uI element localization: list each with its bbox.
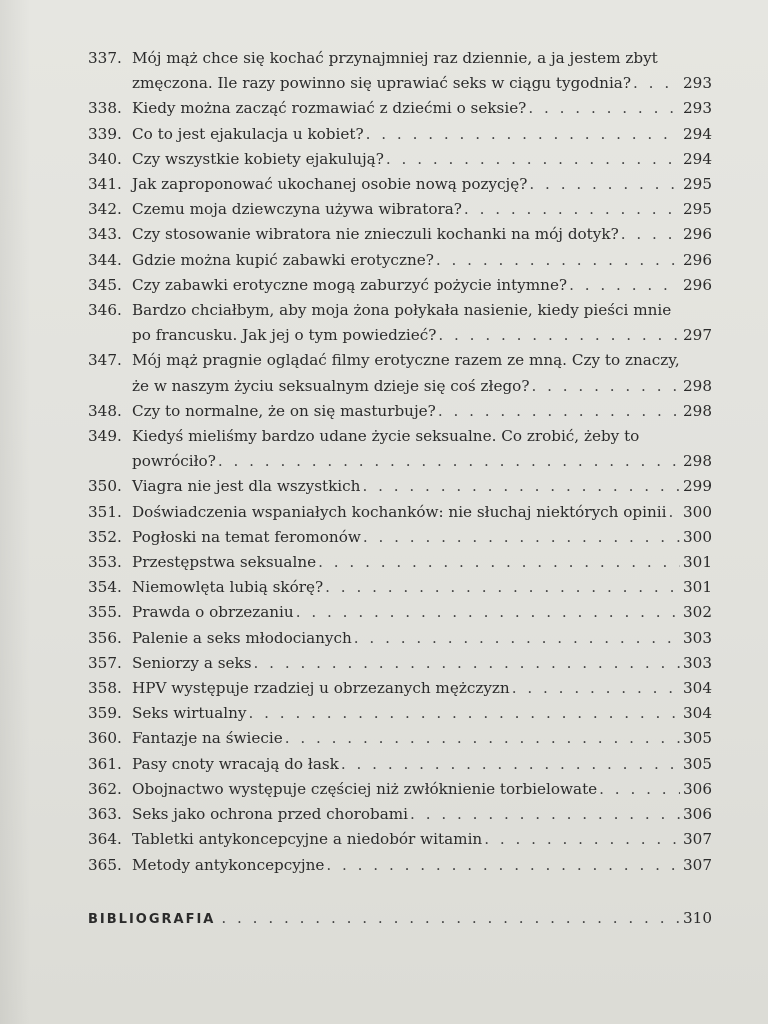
entry-last-line	[132, 96, 712, 121]
entry-title: Jak zaproponować ukochanej osobie nową pozycję?	[132, 175, 528, 194]
entry-number: 350.	[88, 477, 122, 496]
entry-title: Palenie a seks młodocianych	[132, 628, 352, 647]
entry-page-number: 306	[683, 805, 712, 824]
entry-body	[132, 248, 712, 273]
entry-body	[132, 197, 712, 222]
entry-page-number: 300	[683, 527, 712, 546]
entry-title: Prawda o obrzezaniu	[132, 603, 294, 622]
toc-entry	[88, 273, 712, 298]
entry-number: 343.	[88, 225, 122, 244]
entry-last-line	[132, 651, 712, 676]
bibliography-entry	[88, 906, 712, 932]
entry-title: Seniorzy a seks	[132, 653, 252, 672]
entry-number: 341.	[88, 175, 122, 194]
entry-last-line	[132, 626, 712, 651]
entry-page-number: 298	[683, 452, 712, 471]
dot-leader	[667, 500, 681, 525]
bibliography-page-number: 310	[683, 909, 712, 927]
entry-number: 347.	[88, 351, 122, 370]
entry-body	[132, 46, 712, 96]
entry-body	[132, 424, 712, 474]
toc-entry	[88, 525, 712, 550]
entry-title: Kiedy można zacząć rozmawiać z dziećmi o seksie?	[132, 99, 527, 118]
entry-last-line	[132, 71, 712, 96]
entry-number: 340.	[88, 149, 122, 168]
dot-leader	[567, 273, 680, 298]
entry-last-line	[132, 500, 712, 525]
entry-title-line: Kiedyś mieliśmy bardzo udane życie seksualne. Co zrobić, żeby to	[132, 427, 640, 446]
dot-leader	[294, 600, 680, 625]
entry-body	[132, 726, 712, 751]
entry-title: Czy to normalne, że on się masturbuje?	[132, 401, 436, 420]
dot-leader	[252, 651, 680, 676]
dot-leader	[283, 726, 680, 751]
entry-body	[132, 298, 712, 348]
dot-leader	[364, 122, 680, 147]
entry-title: Czemu moja dziewczyna używa wibratora?	[132, 200, 462, 219]
toc-entry	[88, 701, 712, 726]
entry-title: Gdzie można kupić zabawki erotyczne?	[132, 250, 434, 269]
toc-entry	[88, 172, 712, 197]
entry-page-number: 303	[683, 653, 712, 672]
entry-title: Obojnactwo występuje częściej niż zwłóknienie torbielowate	[132, 779, 598, 798]
toc-entry	[88, 676, 712, 701]
entry-last-line	[132, 701, 712, 726]
entry-body	[132, 500, 712, 525]
toc-entry	[88, 96, 712, 121]
entry-page-number: 301	[683, 553, 712, 572]
entry-number: 364.	[88, 830, 122, 849]
entry-last-line	[132, 172, 712, 197]
entry-last-line	[132, 575, 712, 600]
entry-last-line	[132, 147, 712, 172]
entry-number: 355.	[88, 603, 122, 622]
entry-number: 358.	[88, 679, 122, 698]
entry-body	[132, 752, 712, 777]
entry-body	[132, 474, 712, 499]
entry-last-line	[132, 122, 712, 147]
entry-body	[132, 273, 712, 298]
table-of-contents	[88, 46, 712, 878]
toc-entry	[88, 399, 712, 424]
entry-last-line	[132, 474, 712, 499]
dot-leader	[462, 197, 680, 222]
entry-page-number: 293	[683, 74, 712, 93]
entry-page-number: 296	[683, 275, 712, 294]
entry-body	[132, 172, 712, 197]
entry-last-line	[132, 600, 712, 625]
dot-leader	[597, 777, 680, 802]
entry-page-number: 307	[683, 855, 712, 874]
entry-title-line: Bardzo chciałbym, aby moja żona połykała nasienie, kiedy pieści mnie	[132, 301, 672, 320]
entry-page-number: 306	[683, 779, 712, 798]
entry-body	[132, 626, 712, 651]
entry-page-number: 298	[683, 401, 712, 420]
entry-last-line	[132, 525, 712, 550]
toc-entry	[88, 122, 712, 147]
entry-title: po francusku. Jak jej o tym powiedzieć?	[132, 326, 437, 345]
toc-entry	[88, 298, 712, 348]
entry-last-line	[132, 273, 712, 298]
toc-entry	[88, 651, 712, 676]
entry-body	[132, 399, 712, 424]
toc-entry	[88, 147, 712, 172]
dot-leader	[215, 906, 680, 931]
toc-entry	[88, 474, 712, 499]
toc-entry	[88, 726, 712, 751]
entry-body	[132, 701, 712, 726]
entry-body	[132, 96, 712, 121]
entry-title: że w naszym życiu seksualnym dzieje się coś złego?	[132, 376, 530, 395]
toc-entry	[88, 600, 712, 625]
entry-number: 361.	[88, 754, 122, 773]
entry-number: 354.	[88, 578, 122, 597]
toc-entry	[88, 197, 712, 222]
entry-number: 352.	[88, 527, 122, 546]
toc-entry	[88, 575, 712, 600]
entry-last-line	[132, 399, 712, 424]
entry-page-number: 294	[683, 149, 712, 168]
toc-entry	[88, 827, 712, 852]
entry-title-line: Mój mąż chce się kochać przynajmniej raz dziennie, a ja jestem zbyt	[132, 49, 658, 67]
entry-page-number: 300	[683, 502, 712, 521]
bibliography-title: BIBLIOGRAFIA	[88, 912, 216, 927]
toc-entry	[88, 853, 712, 878]
toc-entry	[88, 222, 712, 247]
toc-entry	[88, 248, 712, 273]
entry-last-line	[132, 374, 712, 399]
entry-body	[132, 651, 712, 676]
entry-title: Fantazje na świecie	[132, 729, 283, 748]
entry-title: HPV występuje rzadziej u obrzezanych mężczyzn	[132, 679, 510, 698]
entry-page-number: 294	[683, 124, 712, 143]
dot-leader	[247, 701, 681, 726]
entry-page-number: 307	[683, 830, 712, 849]
entry-number: 353.	[88, 553, 122, 572]
entry-body	[132, 676, 712, 701]
toc-entry	[88, 424, 712, 474]
entry-title-line: Mój mąż pragnie oglądać filmy erotyczne razem ze mną. Czy to znaczy,	[132, 351, 680, 370]
entry-body	[132, 147, 712, 172]
toc-entry	[88, 752, 712, 777]
dot-leader	[436, 399, 680, 424]
toc-entry	[88, 626, 712, 651]
entry-page-number: 295	[683, 200, 712, 219]
entry-title: Czy zabawki erotyczne mogą zaburzyć pożycie intymne?	[132, 275, 568, 294]
entry-last-line	[132, 550, 712, 575]
entry-page-number: 295	[683, 175, 712, 194]
entry-last-line	[132, 449, 712, 474]
dot-leader	[360, 474, 680, 499]
entry-body	[132, 550, 712, 575]
entry-number: 359.	[88, 704, 122, 723]
dot-leader	[361, 525, 680, 550]
entry-number: 349.	[88, 427, 122, 446]
entry-title: Niemowlęta lubią skórę?	[132, 578, 324, 597]
entry-last-line	[132, 802, 712, 827]
dot-leader	[436, 323, 680, 348]
entry-body	[132, 600, 712, 625]
entry-page-number: 299	[683, 477, 712, 496]
dot-leader	[527, 172, 680, 197]
dot-leader	[408, 802, 680, 827]
entry-page-number: 304	[683, 679, 712, 698]
entry-body	[132, 827, 712, 852]
entry-number: 363.	[88, 805, 122, 824]
entry-page-number: 305	[683, 754, 712, 773]
dot-leader	[482, 827, 680, 852]
dot-leader	[384, 147, 680, 172]
toc-entry	[88, 348, 712, 398]
entry-number: 357.	[88, 653, 122, 672]
toc-entry	[88, 802, 712, 827]
dot-leader	[324, 853, 680, 878]
entry-number: 346.	[88, 301, 122, 320]
entry-last-line	[132, 222, 712, 247]
entry-title: Doświadczenia wspaniałych kochanków: nie słuchaj niektórych opinii	[132, 502, 667, 521]
entry-page-number: 296	[683, 250, 712, 269]
entry-last-line	[132, 777, 712, 802]
dot-leader	[434, 248, 680, 273]
entry-page-number: 305	[683, 729, 712, 748]
entry-number: 342.	[88, 200, 122, 219]
entry-title: Czy wszystkie kobiety ejakulują?	[132, 149, 384, 168]
entry-last-line	[132, 752, 712, 777]
entry-number: 348.	[88, 401, 122, 420]
entry-last-line	[132, 323, 712, 348]
entry-body	[132, 853, 712, 878]
dot-leader	[316, 550, 680, 575]
entry-body	[132, 777, 712, 802]
entry-number: 345.	[88, 275, 122, 294]
entry-title: Pasy cnoty wracają do łask	[132, 754, 339, 773]
entry-title: Przestępstwa seksualne	[132, 553, 317, 572]
entry-title: Seks jako ochrona przed chorobami	[132, 805, 409, 824]
entry-number: 365.	[88, 855, 122, 874]
entry-title: Co to jest ejakulacja u kobiet?	[132, 124, 364, 143]
entry-title: Metody antykoncepcyjne	[132, 855, 325, 874]
entry-page-number: 304	[683, 704, 712, 723]
dot-leader	[216, 449, 680, 474]
entry-number: 344.	[88, 250, 122, 269]
entry-last-line	[132, 726, 712, 751]
entry-page-number: 303	[683, 628, 712, 647]
dot-leader	[352, 626, 680, 651]
entry-last-line	[132, 676, 712, 701]
dot-leader	[631, 71, 680, 96]
entry-body	[132, 802, 712, 827]
entry-body	[132, 525, 712, 550]
toc-entry	[88, 550, 712, 575]
entry-page-number: 297	[683, 326, 712, 345]
entry-last-line	[132, 197, 712, 222]
entry-body	[132, 575, 712, 600]
toc-entry	[88, 46, 712, 96]
entry-last-line	[132, 853, 712, 878]
entry-last-line	[132, 248, 712, 273]
entry-page-number: 301	[683, 578, 712, 597]
entry-number: 360.	[88, 729, 122, 748]
entry-number: 362.	[88, 779, 122, 798]
entry-title: Pogłoski na temat feromonów	[132, 527, 361, 546]
dot-leader	[526, 96, 680, 121]
toc-entry	[88, 777, 712, 802]
entry-page-number: 302	[683, 603, 712, 622]
page-gutter-shadow	[0, 0, 30, 1024]
entry-title: Viagra nie jest dla wszystkich	[132, 477, 361, 496]
entry-number: 339.	[88, 124, 122, 143]
entry-body	[132, 348, 712, 398]
entry-title: Seks wirtualny	[132, 704, 247, 723]
entry-title: powróciło?	[132, 452, 216, 471]
entry-page-number: 293	[683, 99, 712, 118]
entry-body	[132, 222, 712, 247]
dot-leader	[529, 374, 680, 399]
entry-title: Tabletki antykoncepcyjne a niedobór witamin	[132, 830, 483, 849]
entry-number: 356.	[88, 628, 122, 647]
entry-page-number: 296	[683, 225, 712, 244]
dot-leader	[510, 676, 680, 701]
entry-title: Czy stosowanie wibratora nie znieczuli kochanki na mój dotyk?	[132, 225, 619, 244]
entry-page-number: 298	[683, 376, 712, 395]
dot-leader	[323, 575, 680, 600]
dot-leader	[339, 752, 680, 777]
entry-number: 337.	[88, 49, 122, 67]
entry-body	[132, 122, 712, 147]
entry-title: zmęczona. Ile razy powinno się uprawiać seks w ciągu tygodnia?	[132, 74, 632, 93]
entry-last-line	[132, 827, 712, 852]
entry-number: 351.	[88, 502, 122, 521]
dot-leader	[619, 222, 680, 247]
toc-entry	[88, 500, 712, 525]
entry-number: 338.	[88, 99, 122, 118]
